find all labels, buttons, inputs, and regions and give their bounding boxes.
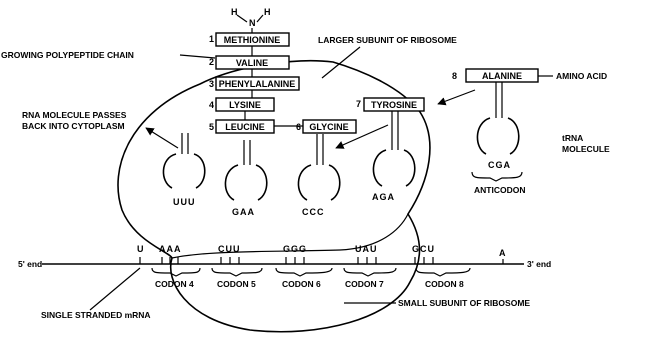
amine-n: N	[249, 18, 256, 28]
aa-box-4	[209, 98, 274, 111]
mrna-base: AAA	[159, 244, 182, 254]
codon-brace-8	[416, 268, 470, 276]
amine-h-left: H	[231, 7, 238, 17]
aa-num: 4	[209, 100, 215, 110]
label-amino-acid: AMINO ACID	[556, 71, 608, 81]
label-larger-subunit: LARGER SUBUNIT OF RIBOSOME	[318, 35, 457, 45]
leader-single-mrna	[90, 268, 140, 310]
aa-num: 8	[452, 71, 458, 81]
trna-loop	[163, 154, 204, 188]
label-small-subunit: SMALL SUBUNIT OF RIBOSOME	[398, 298, 531, 308]
label-rna-passes-1: RNA MOLECULE PASSES	[22, 110, 127, 120]
aa-num: 7	[356, 99, 362, 109]
trna-loop	[373, 150, 414, 186]
mrna-base: A	[499, 248, 507, 258]
trna-loop	[225, 165, 266, 200]
amine-bond-left	[237, 15, 247, 22]
trna-loop	[298, 165, 339, 200]
leader-larger-subunit	[322, 47, 360, 78]
aa-box-2	[209, 56, 289, 69]
aa-name: LEUCINE	[225, 122, 265, 132]
label-trna-2: MOLECULE	[562, 144, 610, 154]
codon-brace-6	[276, 268, 332, 276]
amine-h-right: H	[264, 7, 271, 17]
aa-box-8	[452, 69, 538, 82]
label-growing-chain: GROWING POLYPEPTIDE CHAIN	[1, 50, 134, 60]
codon-label-5: CODON 5	[217, 279, 256, 289]
aa-num: 2	[209, 57, 215, 67]
mrna-base: U	[137, 244, 145, 254]
codon-label-4: CODON 4	[155, 279, 194, 289]
anticodon-brace	[472, 172, 522, 181]
codon-label-6: CODON 6	[282, 279, 321, 289]
mrna-base: CUU	[218, 244, 241, 254]
codon-brace-7	[344, 268, 396, 276]
mrna-base-ticks	[140, 257, 503, 264]
trna-ccc	[298, 134, 339, 217]
anticodon-text: CGA	[488, 160, 511, 170]
codon-label-8: CODON 8	[425, 279, 464, 289]
arrow-rna-exit	[146, 128, 178, 148]
aa-box-5	[209, 120, 274, 133]
mrna-base: GGG	[283, 244, 308, 254]
codon-brace-4	[152, 268, 200, 276]
label-single-mrna: SINGLE STRANDED mRNA	[41, 310, 151, 320]
anticodon-text: GAA	[232, 207, 255, 217]
amine-bond-right	[257, 15, 263, 22]
label-rna-passes-2: BACK INTO CYTOPLASM	[22, 121, 125, 131]
aa-name: LYSINE	[229, 100, 261, 110]
label-5-end: 5' end	[18, 259, 43, 269]
aa-num: 1	[209, 34, 215, 44]
aa-box-6	[296, 120, 356, 133]
anticodon-text: AGA	[372, 192, 395, 202]
aa-num: 5	[209, 122, 215, 132]
codon-label-7: CODON 7	[345, 279, 384, 289]
trna-gaa	[225, 140, 266, 217]
trna-cga	[472, 82, 522, 181]
aa-num: 3	[209, 79, 215, 89]
aa-name: VALINE	[235, 58, 269, 68]
aa-box-3	[209, 77, 299, 90]
aa-box-1	[209, 33, 289, 46]
label-anticodon: ANTICODON	[474, 185, 526, 195]
mrna-base: UAU	[355, 244, 378, 254]
trna-loop	[477, 118, 518, 154]
anticodon-text: CCC	[302, 207, 325, 217]
arrow-alanine-to-tyrosine	[438, 90, 475, 104]
label-3-end: 3' end	[527, 259, 552, 269]
mrna-base: GCU	[412, 244, 435, 254]
aa-num: 6	[296, 122, 302, 132]
label-trna-1: tRNA	[562, 133, 584, 143]
trna-aga	[372, 111, 415, 202]
aa-name: ALANINE	[482, 71, 522, 81]
aa-name: METHIONINE	[223, 35, 281, 45]
aa-name: PHENYLALANINE	[218, 79, 296, 89]
aa-name: GLYCINE	[309, 122, 349, 132]
aa-box-7	[356, 98, 424, 111]
trna-uuu	[163, 133, 204, 207]
codon-brace-5	[212, 268, 262, 276]
aa-name: TYROSINE	[370, 100, 418, 110]
anticodon-text: UUU	[173, 197, 196, 207]
